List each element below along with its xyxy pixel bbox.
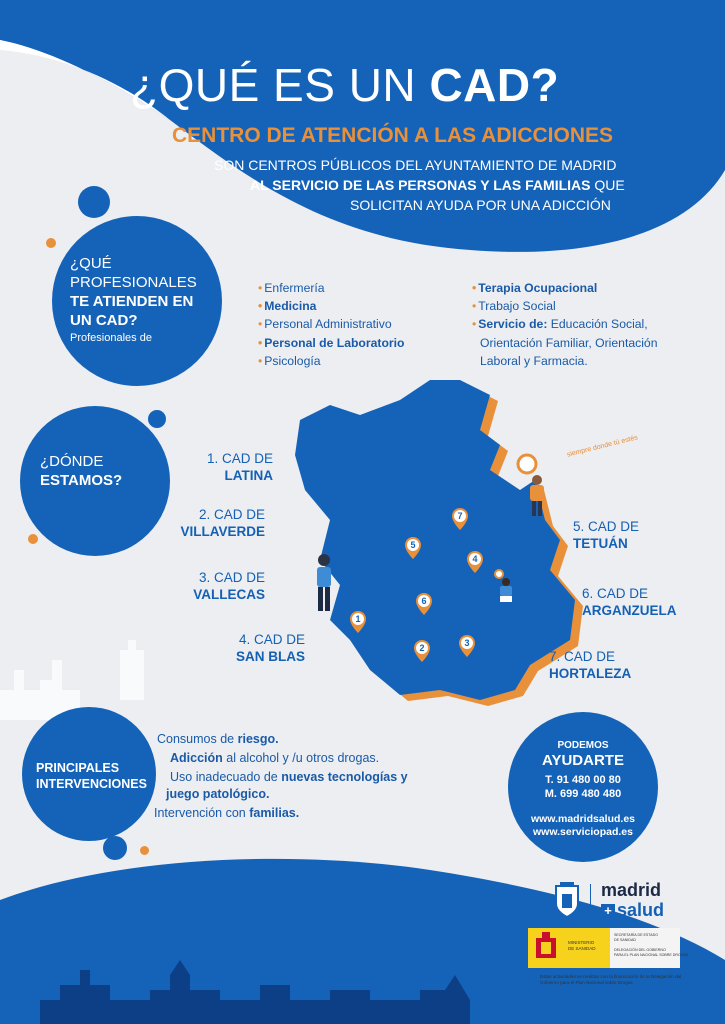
interv-item: Adicción al alcohol y /u otros drogas.	[170, 751, 380, 765]
profesionales-question	[70, 254, 197, 330]
plus-icon: +	[601, 904, 615, 918]
map-pin-label: 3	[464, 638, 470, 648]
cad-label-5: 5. CAD DE TETUÁN	[573, 519, 640, 551]
map-pin-label: 7	[457, 511, 463, 521]
header-line-2-bold: AL SERVICIO DE LAS PERSONAS Y LAS FAMILIAS	[250, 177, 591, 193]
decor-dot	[28, 534, 38, 544]
contact-web-1[interactable]: www.madridsalud.es	[530, 813, 636, 825]
list-item: Orientación Familiar, Orientación	[480, 335, 658, 350]
secretaria-name: SECRETARÍA DE ESTADO DE SANIDAD	[614, 933, 658, 942]
map-pin-7	[451, 507, 469, 531]
map-pin-label: 2	[419, 643, 425, 653]
madrid-coat-of-arms-icon	[554, 882, 580, 918]
contact-web-2[interactable]: www.serviciopad.es	[533, 826, 633, 838]
interv-item: juego patológico.	[166, 787, 270, 801]
subtitle: CENTRO DE ATENCIÓN A LAS ADICCIONES	[172, 124, 614, 147]
map-pin-label: 1	[355, 614, 361, 624]
decor-dot	[46, 238, 56, 248]
list-item: • Personal Administrativo	[258, 317, 392, 332]
financing-note: Estas actividades se realizan con la financiación de la Delegación del Gobierno para el Plan Nacional sobre Drogas	[540, 974, 682, 985]
q-line-4: UN CAD?	[70, 312, 138, 329]
page-title	[130, 58, 559, 112]
cad-label-2: 2. CAD DE VILLAVERDE	[180, 507, 265, 539]
list-item: • Terapia Ocupacional	[472, 281, 598, 295]
contact-circle	[508, 712, 658, 862]
intervenciones-label	[36, 760, 147, 792]
decor-circle	[148, 410, 166, 428]
logo-madrid: madrid	[601, 880, 662, 900]
map-pin-label: 5	[410, 540, 416, 550]
q-line-2: PROFESIONALES	[70, 274, 197, 291]
cad-label-3: 3. CAD DE VALLECAS	[193, 570, 265, 602]
q-line-3: TE ATIENDEN EN	[70, 293, 194, 310]
header-line-1: SON CENTROS PÚBLICOS DEL AYUNTAMIENTO DE MADRID	[214, 157, 617, 173]
slogan-sign: siempre donde tú estés	[566, 434, 639, 459]
profesionales-list-2	[472, 279, 657, 370]
map-pin-3	[458, 634, 476, 658]
small-person-illustration	[493, 568, 515, 604]
list-item: • Servicio de: Educación Social,	[472, 317, 648, 332]
interv-item: Uso inadecuado de nuevas tecnologías y	[170, 770, 408, 784]
cad-label-7: 7. CAD DE HORTALEZA	[549, 649, 632, 681]
list-item: • Enfermería	[258, 281, 325, 295]
header-line-2-rest: QUE	[590, 177, 625, 193]
list-item: • Personal de Laboratorio	[258, 335, 405, 350]
map-pin-label: 6	[421, 596, 427, 606]
map-pin-6	[415, 592, 433, 616]
person-illustration	[310, 552, 340, 614]
header-line-2	[250, 177, 625, 193]
map-pin-4	[466, 550, 484, 574]
logo-divider	[590, 884, 591, 920]
list-item: • Trabajo Social	[472, 299, 556, 314]
contact-title-1: PODEMOS	[557, 740, 609, 751]
interv-item: Intervención con familias.	[154, 806, 300, 820]
donde-question	[40, 452, 122, 490]
cad-label-4: 4. CAD DE SAN BLAS	[235, 632, 305, 664]
contact-phone: T. 91 480 00 80	[545, 774, 621, 786]
contact-title-2: AYUDARTE	[542, 752, 624, 769]
q-line-2: ESTAMOS?	[40, 472, 123, 489]
delegacion-name: DELEGACIÓN DEL GOBIERNO PARA EL PLAN NACIONAL SOBRE DROGAS	[614, 948, 689, 957]
cad-label-1: 1. CAD DE LATINA	[206, 451, 273, 483]
decor-dot	[140, 846, 149, 855]
logo-salud: + salud	[601, 900, 664, 921]
header-line-3: SOLICITAN AYUDA POR UNA ADICCIÓN	[350, 197, 611, 213]
title-bold: CAD?	[429, 59, 560, 111]
map-pin-5	[404, 536, 422, 560]
person-with-pin-illustration	[515, 452, 555, 518]
q-line-1: ¿QUÉ	[70, 255, 112, 272]
decor-circle	[78, 186, 110, 218]
interv-item: Consumos de riesgo.	[157, 732, 279, 746]
label-line-1: PRINCIPALES	[36, 761, 120, 775]
profesionales-list-1	[258, 279, 404, 370]
map-pin-1	[349, 610, 367, 634]
contact-mobile: M. 699 480 480	[544, 788, 622, 800]
list-item: • Medicina	[258, 299, 317, 314]
cad-label-6: 6. CAD DE ARGANZUELA	[582, 586, 677, 618]
map-pin-2	[413, 639, 431, 663]
profesionales-sub: Profesionales de	[70, 332, 152, 344]
list-item: • Psicología	[258, 353, 321, 368]
q-line-1: ¿DÓNDE	[40, 453, 104, 470]
map-pin-label: 4	[472, 554, 478, 564]
ministerio-name: MINISTERIO DE SANIDAD	[568, 940, 596, 951]
list-item: Laboral y Farmacia.	[480, 353, 588, 368]
decor-circle	[103, 836, 127, 860]
title-prefix: ¿QUÉ ES UN	[130, 59, 430, 111]
spain-coat-of-arms-icon	[533, 932, 559, 964]
label-line-2: INTERVENCIONES	[36, 777, 147, 791]
